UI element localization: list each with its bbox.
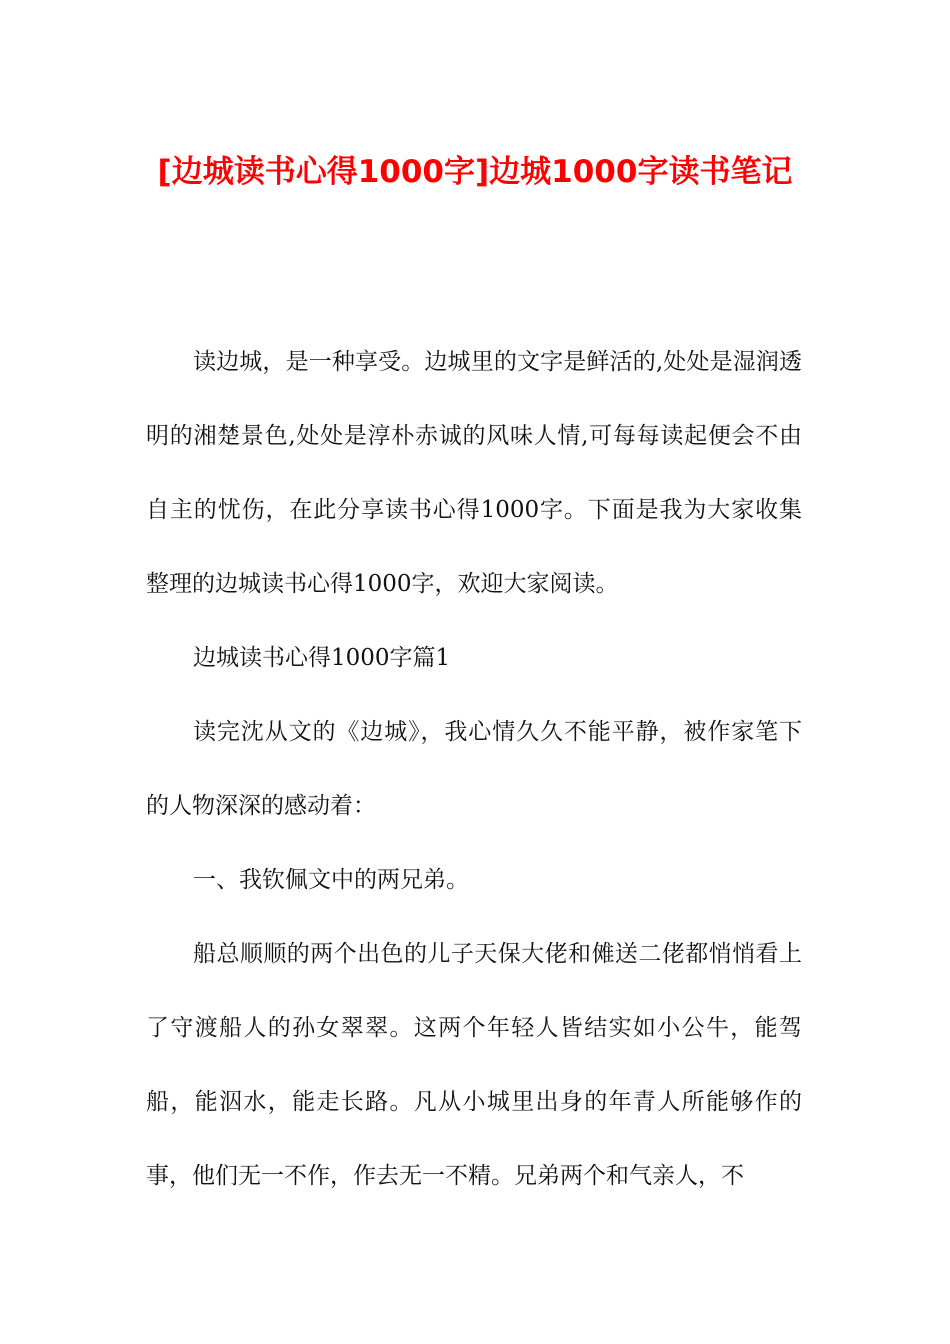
document-body xyxy=(146,325,802,1213)
intro-paragraph: 读边城，是一种享受。边城里的文字是鲜活的,处处是湿润透明的湘楚景色,处处是淳朴赤诚的风味人情,可每每读起便会不由自主的忧伤，在此分享读书心得1000字。下面是我为大家收集整理的边城读书心得1000字，欢迎大家阅读。 xyxy=(146,349,802,597)
section-heading: 边城读书心得1000字篇1 xyxy=(193,645,451,671)
document-title: [边城读书心得1000字]边城1000字读书笔记 xyxy=(157,154,793,190)
point-heading: 一、我钦佩文中的两兄弟。 xyxy=(193,867,469,893)
body-paragraph: 船总顺顺的两个出色的儿子天保大佬和傩送二佬都悄悄看上了守渡船人的孙女翠翠。这两个年轻人皆结实如小公牛，能驾船，能泅水，能走长路。凡从小城里出身的年青人所能够作的事，他们无一不作，作去无一不精。兄弟两个和气亲人，不 xyxy=(146,941,802,1189)
body-paragraph: 读完沈从文的《边城》，我心情久久不能平静，被作家笔下的人物深深的感动着： xyxy=(146,719,802,819)
